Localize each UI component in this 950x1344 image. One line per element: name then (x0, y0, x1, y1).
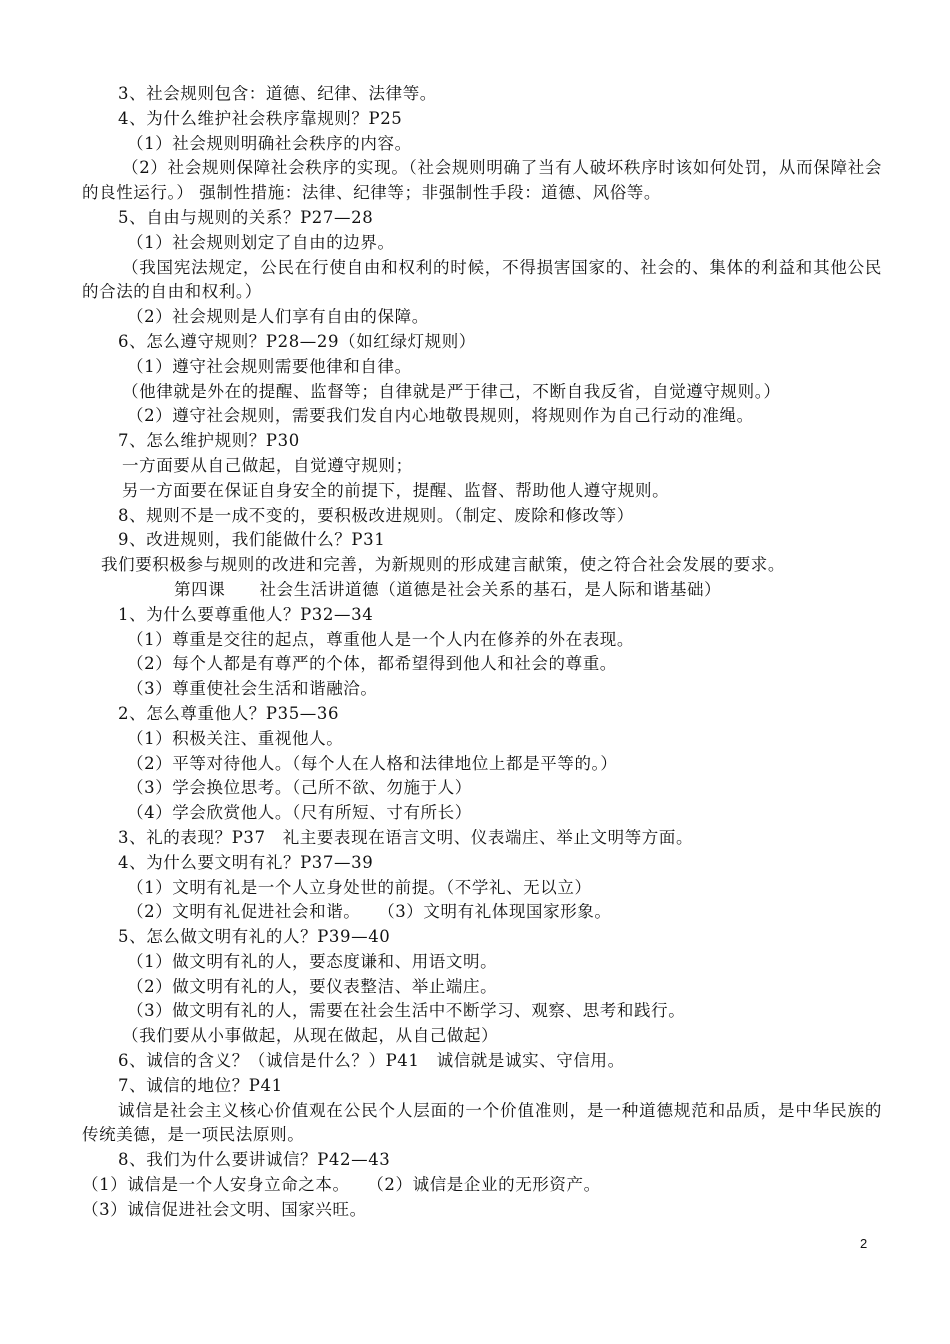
text-line: （他律就是外在的提醒、监督等；自律就是严于律己，不断自我反省，自觉遵守规则。） (122, 381, 781, 401)
text-line: 一方面要从自己做起，自觉遵守规则； (122, 455, 413, 475)
text-line: （1）诚信是一个人安身立命之本。 （2）诚信是企业的无形资产。 (82, 1175, 601, 1195)
text-line: 另一方面要在保证自身安全的前提下，提醒、监督、帮助他人遵守规则。 (122, 480, 670, 500)
text-line: （1）遵守社会规则需要他律和自律。 (127, 356, 412, 376)
text-line: （2）做文明有礼的人，要仪表整洁、举止端庄。 (127, 976, 498, 996)
text-line: 我们要积极参与规则的改进和完善，为新规则的形成建言献策，使之符合社会发展的要求。 (101, 555, 785, 575)
question-heading: 1、为什么要尊重他人？P32—34 (118, 604, 374, 624)
question-heading: 6、怎么遵守规则？P28—29（如红绿灯规则） (118, 331, 476, 351)
text-line: （1）社会规则划定了自由的边界。 (127, 232, 395, 252)
text-line: （1）积极关注、重视他人。 (127, 728, 344, 748)
document-body (82, 82, 882, 1223)
text-line: （2）平等对待他人。（每个人在人格和法律地位上都是平等的。） (127, 753, 618, 773)
text-line: （2）社会规则是人们享有自由的保障。 (127, 307, 429, 327)
text-line: （2）文明有礼促进社会和谐。 （3）文明有礼体现国家形象。 (127, 902, 612, 922)
text-line: （1）社会规则明确社会秩序的内容。 (127, 133, 412, 153)
question-heading: 5、自由与规则的关系？P27—28 (118, 207, 374, 227)
text-line: （1）文明有礼是一个人立身处世的前提。（不学礼、无以立） (127, 877, 592, 897)
text-line: （3）诚信促进社会文明、国家兴旺。 (82, 1199, 367, 1219)
text-line: （3）学会换位思考。（己所不欲、勿施于人） (127, 778, 472, 798)
text-line: 3、社会规则包含：道德、纪律、法律等。 (118, 84, 437, 103)
text-line: （2）遵守社会规则，需要我们发自内心地敬畏规则，将规则作为自己行动的准绳。 (127, 406, 754, 426)
text-line: （我们要从小事做起，从现在做起，从自己做起） (122, 1026, 499, 1046)
text-paragraph: 诚信是社会主义核心价值观在公民个人层面的一个价值准则，是一种道德规范和品质，是中华民族的传统美德，是一项民法原则。 (82, 1100, 882, 1145)
text-line: （4）学会欣赏他人。（尺有所短、寸有所长） (127, 803, 472, 823)
question-heading: 7、诚信的地位？P41 (118, 1075, 283, 1095)
question-heading: 7、怎么维护规则？P30 (118, 431, 300, 451)
question-heading: 4、为什么要文明有礼？P37—39 (118, 852, 374, 872)
page-number: 2 (860, 1236, 868, 1251)
question-heading: 8、我们为什么要讲诚信？P42—43 (118, 1150, 391, 1170)
question-heading: 4、为什么维护社会秩序靠规则？P25 (118, 108, 403, 128)
text-line: 3、礼的表现？P37 礼主要表现在语言文明、仪表端庄、举止文明等方面。 (118, 827, 694, 847)
text-line: 8、规则不是一成不变的，要积极改进规则。（制定、废除和修改等） (118, 505, 634, 525)
text-line: （2）每个人都是有尊严的个体，都希望得到他人和社会的尊重。 (127, 654, 617, 674)
text-line: （3）尊重使社会生活和谐融洽。 (127, 679, 378, 699)
text-paragraph: （2）社会规则保障社会秩序的实现。（社会规则明确了当有人破坏秩序时该如何处罚，从而保障社会的良性运行。） 强制性措施：法律、纪律等；非强制性手段：道德、风俗等。 (82, 158, 882, 203)
text-paragraph: （我国宪法规定，公民在行使自由和权利的时候，不得损害国家的、社会的、集体的利益和其他公民的合法的自由和权利。） (82, 257, 882, 302)
lesson-title: 第四课 社会生活讲道德（道德是社会关系的基石，是人际和谐基础） (174, 579, 722, 599)
question-heading: 5、怎么做文明有礼的人？P39—40 (118, 927, 391, 947)
question-heading: 6、诚信的含义？（诚信是什么？）P41 诚信就是诚实、守信用。 (118, 1051, 625, 1071)
question-heading: 9、改进规则，我们能做什么？P31 (118, 530, 386, 550)
question-heading: 2、怎么尊重他人？P35—36 (118, 703, 340, 723)
text-line: （1）尊重是交往的起点，尊重他人是一个人内在修养的外在表现。 (127, 629, 634, 649)
text-line: （1）做文明有礼的人，要态度谦和、用语文明。 (127, 951, 498, 971)
text-line: （3）做文明有礼的人，需要在社会生活中不断学习、观察、思考和践行。 (127, 1001, 686, 1021)
